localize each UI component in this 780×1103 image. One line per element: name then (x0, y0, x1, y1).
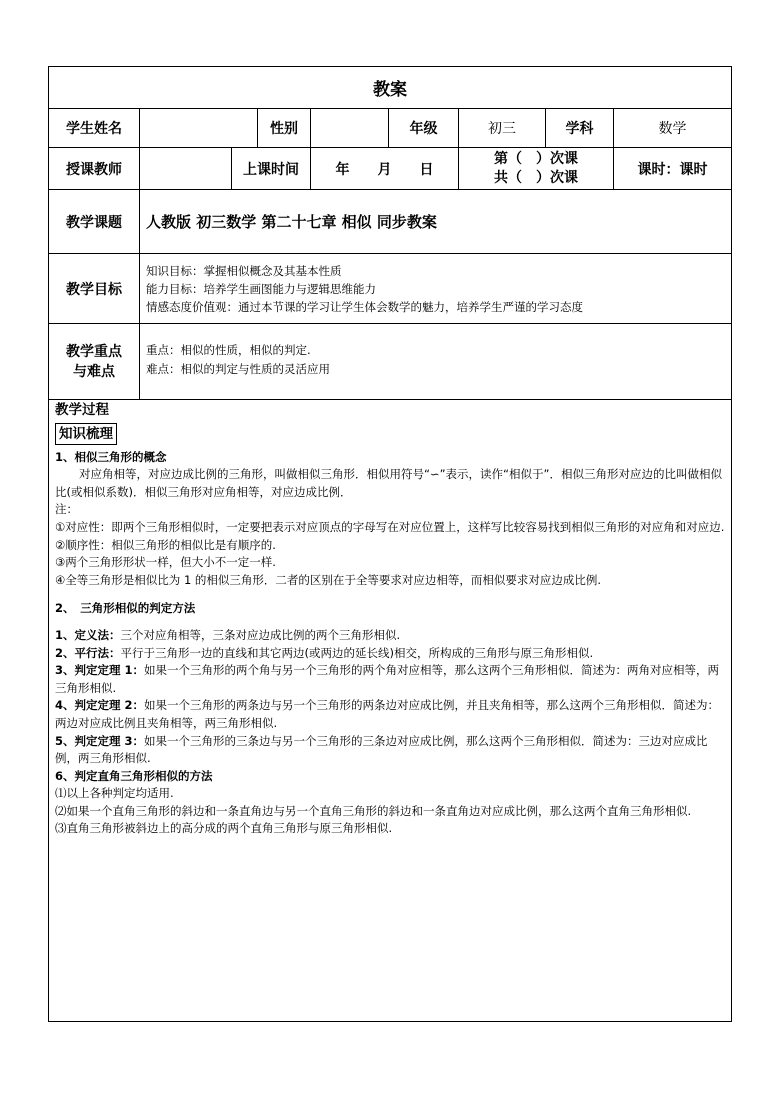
note-label: 注： (55, 502, 78, 517)
method-item (55, 733, 727, 768)
key-points-row (49, 324, 731, 400)
difficult-point: 难点：相似的判定与性质的灵活应用 (146, 362, 330, 376)
session-total: 共（ ）次课 (494, 169, 578, 186)
grade-label: 年级 (389, 109, 459, 147)
note-item: ④全等三角形是相似比为 1 的相似三角形．二者的区别在于全等要求对应边相等，而相似要求对应边成比例. (55, 572, 602, 587)
section-6-title: 6、判定直角三角形相似的方法 (55, 768, 213, 783)
info-row-2 (49, 148, 731, 190)
key-point: 重点：相似的性质，相似的判定. (146, 343, 311, 357)
method-text: 如果一个三角形的三条边与另一个三角形的三条边对应成比例，那么这两个三角形相似．简述为：三边对应成比例，两三角形相似. (55, 733, 708, 766)
title-row (49, 67, 731, 109)
method-text: 三个对应角相等，三条对应边成比例的两个三角形相似. (120, 627, 401, 642)
method-item (55, 627, 727, 645)
section-1-title: 1、相似三角形的概念 (55, 449, 167, 464)
method-item (55, 645, 727, 663)
process-heading: 教学过程 (55, 402, 109, 418)
method-head: 4、判定定理 2： (55, 698, 145, 713)
lesson-plan-table (48, 66, 732, 1022)
gender-value[interactable] (311, 109, 389, 147)
section-1-body: 对应角相等，对应边成比例的三角形，叫做相似三角形．相似用符号“∽”表示，读作“相似于”．相似三角形对应边的比叫做相似比(或相似系数)．相似三角形对应角相等，对应边成比例． (55, 467, 722, 499)
key-points-label-line2: 与难点 (73, 363, 115, 380)
goals-row (49, 254, 731, 324)
method-text: 平行于三角形一边的直线和其它两边(或两边的延长线)相交，所构成的三角形与原三角形相似. (120, 645, 594, 660)
right-triangle-item: ⑵如果一个直角三角形的斜边和一条直角边与另一个直角三角形的斜边和一条直角边对应成比例，那么这两个直角三角形相似. (55, 803, 692, 818)
goals-list (140, 254, 731, 323)
teacher-value[interactable] (140, 148, 232, 189)
page-title: 教案 (373, 80, 407, 100)
topic-value: 人教版 初三数学 第二十七章 相似 同步教案 (146, 213, 437, 231)
session-count (459, 148, 614, 189)
method-head: 2、平行法： (55, 645, 121, 660)
method-text: 如果一个三角形的两个角与另一个三角形的两个角对应相等，那么这两个三角形相似．简述为：两角对应相等，两三角形相似. (55, 663, 720, 695)
class-date-field[interactable]: 年 月 日 (311, 148, 459, 189)
note-item: ②顺序性：相似三角形的相似比是有顺序的. (55, 537, 276, 552)
note-item: ①对应性：即两个三角形相似时，一定要把表示对应顶点的字母写在对应位置上，这样写比较容易找到相似三角形的对应角和对应边. (55, 519, 725, 534)
right-triangle-item: ⑶直角三角形被斜边上的高分成的两个直角三角形与原三角形相似. (55, 821, 393, 836)
student-value[interactable] (140, 109, 258, 147)
goal-attitude: 情感态度价值观：通过本节课的学习让学生体会数学的魅力，培养学生严谨的学习态度 (146, 299, 583, 314)
teaching-process (49, 400, 731, 1021)
knowledge-box: 知识梳理 (55, 423, 117, 445)
section-2-title: 2、 三角形相似的判定方法 (55, 601, 196, 616)
method-head: 3、判定定理 1： (55, 663, 145, 678)
topic-row (49, 190, 731, 254)
key-points-label-line1: 教学重点 (66, 343, 122, 360)
class-time-label: 上课时间 (232, 148, 311, 189)
info-row-1 (49, 109, 731, 148)
teacher-label: 授课教师 (49, 148, 140, 189)
class-hours: 课时：课时 (637, 161, 708, 178)
subject-label: 学科 (546, 109, 614, 147)
subject-value: 数学 (658, 121, 687, 137)
method-item (55, 662, 727, 697)
goals-label: 教学目标 (49, 254, 140, 323)
grade-value: 初三 (459, 109, 546, 147)
process-body (55, 402, 727, 838)
method-item (55, 697, 727, 732)
method-text: 如果一个三角形的两条边与另一个三角形的两条边对应成比例，并且夹角相等，那么这两个三角形相似．简述为：两边对应成比例且夹角相等，两三角形相似. (55, 698, 720, 730)
key-points-list (140, 324, 731, 399)
session-current: 第（ ）次课 (494, 150, 578, 167)
topic-label: 教学课题 (49, 190, 140, 253)
goal-knowledge: 知识目标：掌握相似概念及其基本性质 (146, 263, 342, 278)
note-item: ③两个三角形形状一样，但大小不一定一样. (55, 555, 276, 570)
right-triangle-item: ⑴以上各种判定均适用. (55, 786, 174, 801)
goal-ability: 能力目标：培养学生画图能力与逻辑思维能力 (146, 281, 376, 296)
student-label: 学生姓名 (49, 109, 140, 147)
key-points-label (49, 324, 140, 399)
method-head: 5、判定定理 3： (55, 733, 145, 748)
gender-label: 性别 (258, 109, 311, 147)
method-head: 1、定义法： (55, 627, 121, 642)
